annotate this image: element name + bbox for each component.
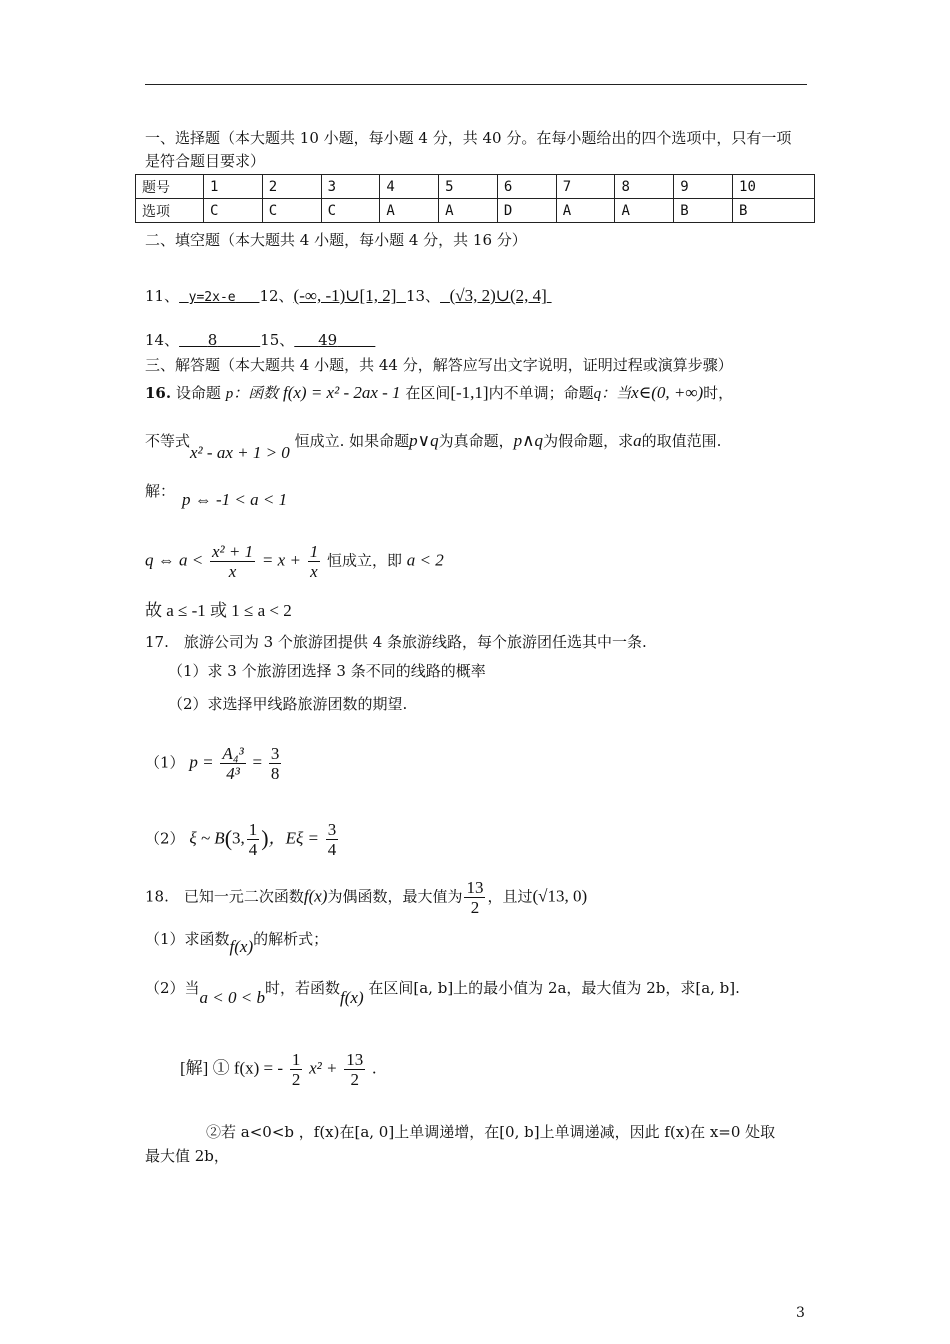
q18-text: （2）当 — [145, 979, 200, 997]
q17-part1: （1）求 3 个旅游团选择 3 条不同的线路的概率 — [168, 662, 486, 680]
q16-math: = x + — [261, 550, 301, 570]
table-cell: 7 — [556, 175, 615, 199]
q17-math: 3, — [232, 828, 245, 848]
q17-math: = — [252, 752, 263, 772]
q16-text: 在区间 — [405, 384, 451, 402]
table-cell: A — [556, 199, 615, 223]
table-cell: 选项 — [136, 199, 204, 223]
q16-text: p∧q — [513, 431, 544, 450]
q18-solution3: 最大值 2b， — [145, 1147, 229, 1165]
section1-line2: 是符合题目要求） — [145, 152, 266, 170]
q16-text: p：函数 — [225, 386, 279, 402]
q18-math: . — [372, 1058, 377, 1078]
q18-math: f(x) — [340, 988, 364, 1007]
q14-number: 14、 — [145, 331, 180, 349]
q16-text: 恒成立. 如果命题 — [294, 432, 410, 450]
q18-math: f(x) — [229, 937, 254, 956]
header-rule — [145, 84, 807, 85]
table-cell: A — [380, 199, 439, 223]
q18-math: f(x) — [303, 886, 328, 906]
q17-fraction: $\frac{3}{8}$ — [270, 744, 280, 783]
table-cell: 2 — [262, 175, 321, 199]
answer-table — [135, 174, 815, 223]
q12-answer: (-∞, -1)∪[1, 2] — [293, 286, 397, 305]
q18-text: 为偶函数，最大值为 — [327, 887, 463, 906]
table-cell: A — [615, 199, 674, 223]
q16-condition: x∈(0, +∞) — [631, 383, 704, 402]
q18-text: 在区间[a, b]上的最小值为 2a，最大值为 2b，求[a, b]. — [368, 979, 740, 997]
q18-fraction: $\frac{13}{2}$ — [346, 1050, 364, 1089]
q16-text: 时， — [703, 384, 734, 402]
q16-math: q ⇔ a < — [145, 550, 204, 570]
q16-function: f(x) = x² - 2ax - 1 — [282, 383, 401, 402]
q14-answer: 8 — [207, 331, 218, 349]
q18-title — [145, 878, 587, 917]
q18-fraction: $\frac{13}{2}$ — [466, 878, 484, 917]
q16-text: 的取值范围. — [641, 432, 722, 450]
q13-number: 13、 — [405, 287, 441, 305]
q16-line1 — [145, 383, 733, 404]
q16-text: 内不单调；命题 — [488, 384, 594, 402]
q17-title: 17. 旅游公司为 3 个旅游团提供 4 条旅游线路，每个旅游团任选其中一条. — [145, 633, 647, 651]
q17-solution2: （2） ξ ~ B(3, $\frac{1}{4}$ )，Eξ = $\frac{3}{4}$ — [145, 820, 337, 859]
table-row — [136, 199, 815, 223]
q18-text: ，且过 — [487, 887, 533, 906]
q17-math: ξ ~ B — [189, 828, 225, 848]
q16-interval: [-1,1] — [450, 383, 489, 402]
table-cell: A — [439, 199, 498, 223]
q18-text: 18. 已知一元二次函数 — [145, 887, 304, 906]
fill-line-2 — [145, 330, 375, 350]
page-number: 3 — [796, 1305, 805, 1321]
q12-number: 12、 — [259, 287, 294, 305]
q17-math: ，Eξ = — [268, 828, 319, 848]
q18-math: a < 0 < b — [199, 988, 265, 1007]
fill-line-1 — [145, 286, 552, 308]
q16-conclusion: 故 a ≤ -1 或 1 ≤ a < 2 — [145, 601, 292, 620]
q17-fraction: $\frac{\text{A₄³}}{\text{4³}}$ — [222, 744, 244, 783]
q16-fraction: $\frac{1}{x}$ — [309, 542, 319, 581]
q16-text: 设命题 — [175, 384, 221, 402]
q18-part2 — [145, 978, 740, 1007]
table-cell: C — [262, 199, 321, 223]
q16-solution-q — [145, 542, 444, 581]
q16-line2 — [145, 431, 722, 462]
table-cell: B — [674, 199, 733, 223]
q17-part2: （2）求选择甲线路旅游团数的期望. — [168, 695, 408, 713]
q18-text: 的解析式； — [253, 930, 329, 948]
section3-title: 三、解答题（本大题共 4 小题，共 44 分，解答应写出文字说明，证明过程或演算步骤） — [145, 356, 733, 374]
q17-fraction: $\frac{1}{4}$ — [248, 820, 258, 859]
q16-math: a < 2 — [406, 550, 444, 570]
table-cell: D — [497, 199, 556, 223]
table-cell: 4 — [380, 175, 439, 199]
q16-text: 为假命题，求 — [543, 432, 634, 450]
table-cell: 10 — [733, 175, 815, 199]
q17-solution1 — [145, 744, 283, 783]
table-cell: B — [733, 199, 815, 223]
q17-label: （2） — [145, 829, 185, 848]
q17-label: （1） — [145, 753, 185, 772]
q16-text: p∨q — [409, 431, 439, 450]
table-cell: 5 — [439, 175, 498, 199]
q17-fraction: $\frac{3}{4}$ — [327, 820, 337, 859]
table-cell: 1 — [204, 175, 263, 199]
q16-solution-label: 解： — [145, 482, 176, 500]
q18-math: x² + — [309, 1058, 338, 1078]
q11-number: 11、 — [145, 287, 180, 305]
q16-text: a — [633, 431, 642, 450]
section2-title: 二、填空题（本大题共 4 小题，每小题 4 分，共 16 分） — [145, 231, 527, 249]
q18-text: （1）求函数 — [145, 930, 230, 948]
q17-math: p = — [189, 752, 214, 772]
q18-solution1 — [180, 1050, 376, 1089]
q18-math: [解] ① f(x) = - — [180, 1058, 284, 1078]
q16-text: q：当 — [593, 386, 632, 402]
table-cell: C — [321, 199, 380, 223]
q11-answer: y=2x-e — [188, 290, 236, 305]
q16-fraction: $\frac{\text{x² + 1}}{x}$ — [212, 542, 254, 581]
table-cell: 3 — [321, 175, 380, 199]
q13-answer: (√3, 2)∪(2, 4] — [449, 286, 547, 305]
q15-answer: 49 — [318, 331, 338, 349]
table-cell: 9 — [674, 175, 733, 199]
q15-number: 15、 — [260, 331, 295, 349]
q16-number: 16. — [145, 384, 172, 402]
q18-solution2: ②若 a<0<b ，f(x)在[a, 0]上单调递增，在[0, b]上单调递减，因此 f(x)在 x=0 处取 — [206, 1123, 776, 1141]
table-cell: C — [204, 199, 263, 223]
q18-fraction: $\frac{1}{2}$ — [291, 1050, 301, 1089]
q16-text: 恒成立，即 — [326, 551, 402, 570]
q18-text: 时，若函数 — [265, 979, 341, 997]
q18-math: (√13, 0) — [532, 886, 588, 906]
table-cell: 题号 — [136, 175, 204, 199]
q16-text: 为真命题， — [438, 432, 514, 450]
q16-solution-p: p ⇔ -1 < a < 1 — [182, 490, 288, 509]
section1-line1: 一、选择题（本大题共 10 小题，每小题 4 分，共 40 分。在每小题给出的四个选项中，只有一项 — [145, 129, 792, 147]
table-row — [136, 175, 815, 199]
table-cell: 6 — [497, 175, 556, 199]
q16-inequality: x² - ax + 1 > 0 — [190, 443, 290, 462]
q16-text: 不等式 — [145, 432, 191, 450]
q18-part1 — [145, 929, 329, 956]
table-cell: 8 — [615, 175, 674, 199]
